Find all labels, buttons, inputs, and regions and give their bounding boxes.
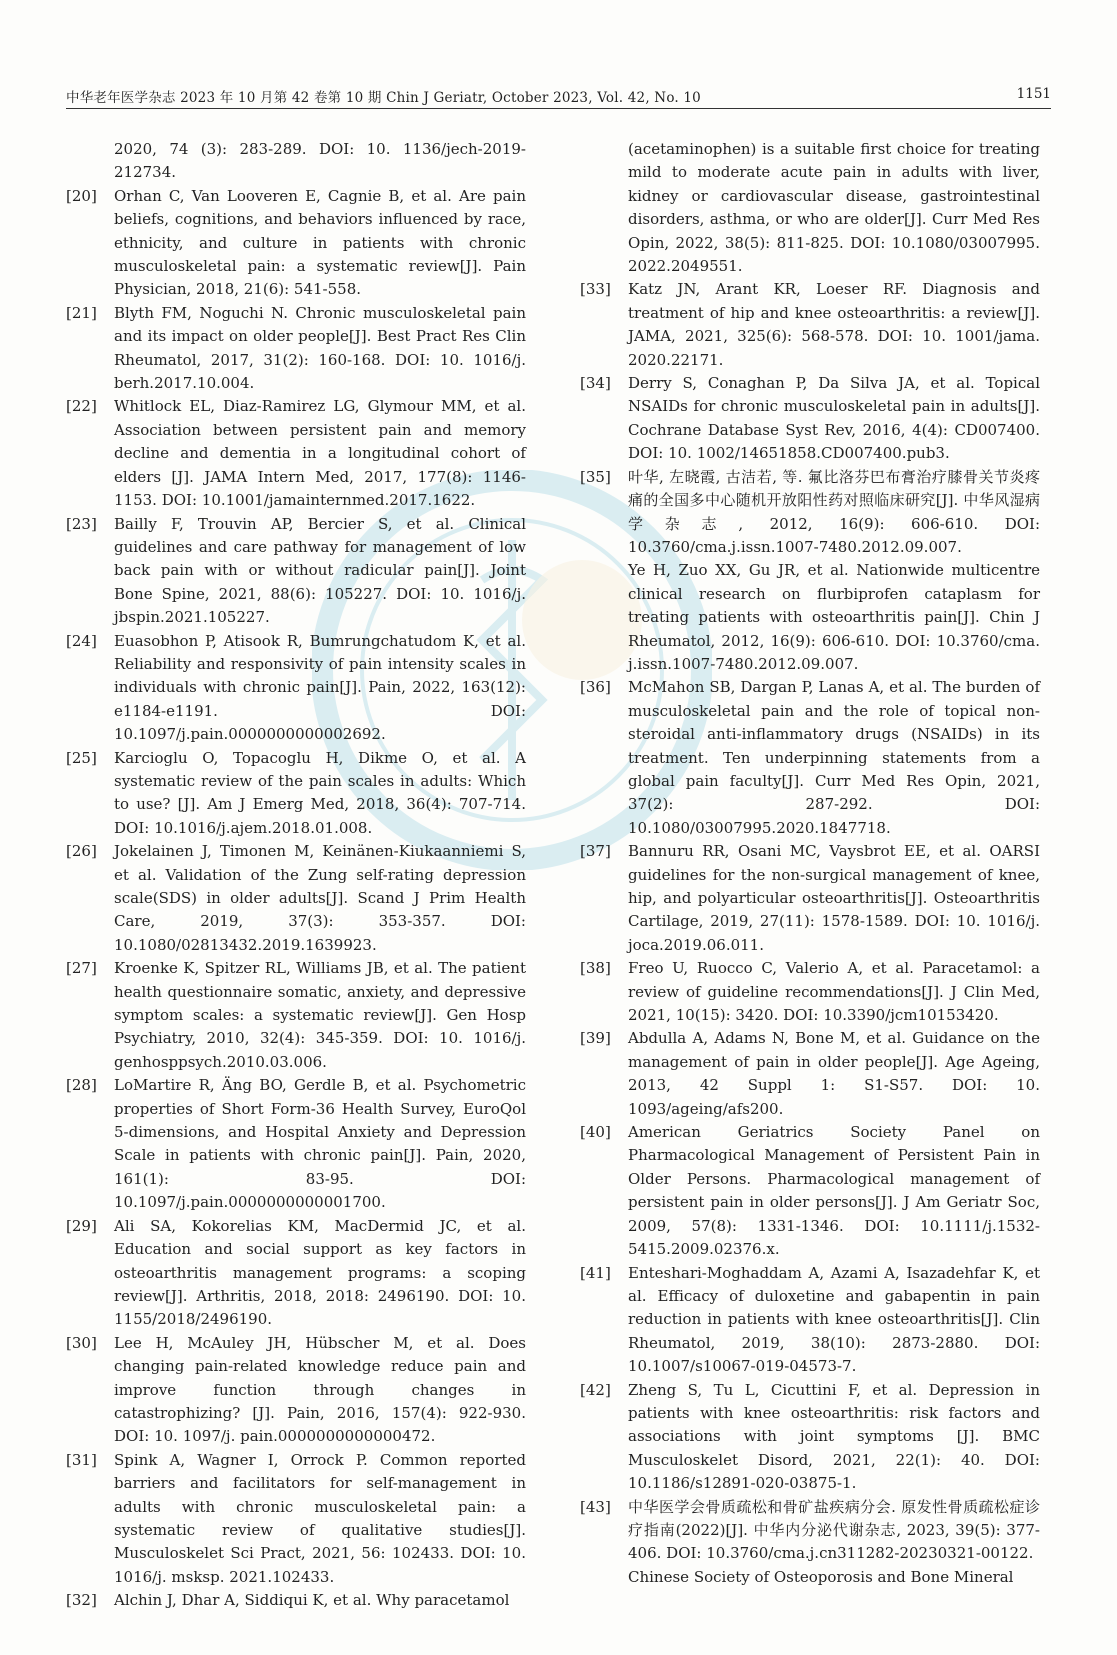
reference-item	[66, 1589, 526, 1612]
reference-item	[580, 957, 1040, 1027]
reference-number: [34]	[580, 374, 611, 393]
reference-number: [29]	[66, 1216, 97, 1235]
reference-text: Lee H, McAuley JH, Hübscher M, et al. Does changing pain-related knowledge reduce pain and improve function through changes in catastrophizing? [J]. Pain, 2016, 157(4): 922-930. DOI: 10. 1097/j. pain.0000000000000472.	[114, 1333, 526, 1446]
reference-item	[66, 513, 526, 630]
reference-item	[580, 676, 1040, 840]
reference-number: [24]	[66, 631, 97, 650]
reference-text: Ali SA, Kokorelias KM, MacDermid JC, et al. Education and social support as key factors in osteoarthritis management programs: a scoping review[J]. Arthritis, 2018, 2018: 2496190. DOI: 10. 1155/2018/2496190.	[114, 1216, 526, 1329]
reference-text: Alchin J, Dhar A, Siddiqui K, et al. Why paracetamol	[114, 1591, 510, 1610]
running-header	[66, 86, 1051, 109]
reference-text: Whitlock EL, Diaz-Ramirez LG, Glymour MM, et al. Association between persistent pain and memory decline and dementia in a longitudinal cohort of elders [J]. JAMA Intern Med, 2017, 177(8): 1146-1153. DOI: 10.1001/jamainternmed.2017.1622.	[114, 397, 526, 510]
reference-number: [31]	[66, 1450, 97, 1469]
references-left-column	[66, 138, 526, 1613]
reference-text: Zheng S, Tu L, Cicuttini F, et al. Depression in patients with knee osteoarthritis: risk factors and associations with joint symptoms [J]. BMC Musculoskelet Disord, 2021, 22(1): 40. DOI: 10.1186/s12891-020-03875-1.	[628, 1380, 1040, 1493]
reference-number: [30]	[66, 1333, 97, 1352]
reference-item	[580, 466, 1040, 677]
reference-item	[580, 1262, 1040, 1379]
continued-reference: 2020, 74 (3): 283-289. DOI: 10. 1136/jech-2019-212734.	[114, 140, 526, 182]
reference-text: Freo U, Ruocco C, Valerio A, et al. Paracetamol: a review of guideline recommendations[J]. J Clin Med, 2021, 10(15): 3420. DOI: 10.3390/jcm10153420.	[628, 959, 1040, 1025]
reference-number: [38]	[580, 959, 611, 978]
reference-number: [41]	[580, 1263, 611, 1282]
reference-item	[580, 1496, 1040, 1590]
reference-number: [21]	[66, 303, 97, 322]
reference-item	[66, 302, 526, 396]
reference-item	[66, 630, 526, 747]
reference-number: [33]	[580, 280, 611, 299]
reference-text: Bailly F, Trouvin AP, Bercier S, et al. Clinical guidelines and care pathway for management of low back pain with or without radicular pain[J]. Joint Bone Spine, 2021, 88(6): 105227. DOI: 10. 1016/j. jbspin.2021.105227.	[114, 514, 526, 627]
reference-item	[580, 840, 1040, 957]
reference-number: [40]	[580, 1123, 611, 1142]
journal-citation-header: 中华老年医学杂志 2023 年 10 月第 42 卷第 10 期 Chin J Geriatr, October 2023, Vol. 42, No. 10	[66, 90, 701, 106]
reference-text: Jokelainen J, Timonen M, Keinänen-Kiukaanniemi S, et al. Validation of the Zung self-rating depression scale(SDS) in older adults[J]. Scand J Prim Health Care, 2019, 37(3): 353-357. DOI: 10.1080/02813432.2019.1639923.	[114, 842, 526, 954]
reference-number: [26]	[66, 842, 97, 861]
reference-text: Blyth FM, Noguchi N. Chronic musculoskeletal pain and its impact on older people[J]. Best Pract Res Clin Rheumatol, 2017, 31(2): 160-168. DOI: 10. 1016/j. berh.2017.10.004.	[114, 303, 526, 393]
reference-text: Kroenke K, Spitzer RL, Williams JB, et al. The patient health questionnaire somatic, anxiety, and depressive symptom scales: a systematic review[J]. Gen Hosp Psychiatry, 2010, 32(4): 345-359. DOI: 10. 1016/j. genhosppsych.2010.03.006.	[114, 959, 526, 1071]
reference-number: [23]	[66, 514, 97, 533]
reference-text: Orhan C, Van Looveren E, Cagnie B, et al. Are pain beliefs, cognitions, and behaviors influenced by race, ethnicity, and culture in patients with chronic musculoskeletal pain: a systematic review[J]. Pain Physician, 2018, 21(6): 541-558.	[114, 186, 526, 299]
reference-text: Abdulla A, Adams N, Bone M, et al. Guidance on the management of pain in older people[J]. Age Ageing, 2013, 42 Suppl 1: S1-S57. DOI: 10. 1093/ageing/afs200.	[628, 1029, 1040, 1118]
reference-text: Euasobhon P, Atisook R, Bumrungchatudom K, et al. Reliability and responsivity of pain intensity scales in individuals with chronic pain[J]. Pain, 2022, 163(12): e1184-e1191. DOI: 10.1097/j.pain.0000000000002692.	[114, 631, 526, 744]
reference-number: [35]	[580, 467, 611, 486]
page-number: 1151	[1016, 86, 1051, 102]
reference-item	[66, 185, 526, 302]
reference-item	[66, 395, 526, 512]
reference-item	[580, 278, 1040, 372]
reference-number: [22]	[66, 397, 97, 416]
reference-item	[66, 747, 526, 841]
reference-number: [20]	[66, 186, 97, 205]
reference-item	[66, 1215, 526, 1332]
reference-number: [27]	[66, 959, 97, 978]
reference-item	[580, 1027, 1040, 1121]
reference-number: [25]	[66, 748, 97, 767]
reference-text: McMahon SB, Dargan P, Lanas A, et al. The burden of musculoskeletal pain and the role of topical non-steroidal anti-inflammatory drugs (NSAIDs) in its treatment. Ten underpinning statements from a global pain faculty[J]. Curr Med Res Opin, 2021, 37(2): 287-292. DOI: 10.1080/03007995.2020.1847718.	[628, 678, 1040, 837]
reference-number: [42]	[580, 1380, 611, 1399]
reference-text: Derry S, Conaghan P, Da Silva JA, et al. Topical NSAIDs for chronic musculoskeletal pain in adults[J]. Cochrane Database Syst Rev, 2016, 4(4): CD007400. DOI: 10. 1002/14651858.CD007400.pub3.	[628, 374, 1040, 463]
continued-reference: (acetaminophen) is a suitable first choice for treating mild to moderate acute pain in adults with liver, kidney or cardiovascular disease, gastrointestinal disorders, asthma, or who are older[J]. Curr Med Res Opin, 2022, 38(5): 811-825. DOI: 10.1080/03007995. 2022.2049551.	[628, 140, 1040, 276]
reference-number: [43]	[580, 1497, 611, 1516]
reference-text: LoMartire R, Äng BO, Gerdle B, et al. Psychometric properties of Short Form-36 Health Survey, EuroQol 5-dimensions, and Hospital Anxiety and Depression Scale in patients with chronic pain[J]. Pain, 2020, 161(1): 83-95. DOI: 10.1097/j.pain.0000000000001700.	[114, 1076, 526, 1212]
reference-text: 中华医学会骨质疏松和骨矿盐疾病分会. 原发性骨质疏松症诊疗指南(2022)[J]. 中华内分泌代谢杂志, 2023, 39(5): 377-406. DOI: 10.3760/cma.j.cn311282-20230321-00122.	[628, 1497, 1040, 1563]
reference-item	[580, 1379, 1040, 1496]
reference-text: American Geriatrics Society Panel on Pharmacological Management of Persistent Pain in Older Persons. Pharmacological management of persistent pain in older persons[J]. J Am Geriatr Soc, 2009, 57(8): 1331-1346. DOI: 10.1111/j.1532-5415.2009.02376.x.	[628, 1123, 1040, 1259]
reference-item	[66, 840, 526, 957]
reference-text: Karcioglu O, Topacoglu H, Dikme O, et al. A systematic review of the pain scales in adults: Which to use? [J]. Am J Emerg Med, 2018, 36(4): 707-714. DOI: 10.1016/j.ajem.2018.01.008.	[114, 748, 526, 837]
reference-text: Bannuru RR, Osani MC, Vaysbrot EE, et al. OARSI guidelines for the non-surgical management of knee, hip, and polyarticular osteoarthritis[J]. Osteoarthritis Cartilage, 2019, 27(11): 1578-1589. DOI: 10. 1016/j. joca.2019.06.011.	[628, 842, 1040, 954]
reference-number: [36]	[580, 678, 611, 697]
reference-number: [39]	[580, 1029, 611, 1048]
reference-english-translation: Ye H, Zuo XX, Gu JR, et al. Nationwide multicentre clinical research on flurbiprofen cataplasm for treating patients with osteoarthritis pain[J]. Chin J Rheumatol, 2012, 16(9): 606-610. DOI: 10.3760/cma. j.issn.1007-7480.2012.09.007.	[628, 561, 1040, 673]
reference-english-translation: Chinese Society of Osteoporosis and Bone Mineral	[628, 1567, 1014, 1586]
reference-item	[580, 372, 1040, 466]
reference-item	[580, 1121, 1040, 1261]
reference-item	[66, 1332, 526, 1449]
reference-item	[66, 1074, 526, 1214]
reference-text: Enteshari-Moghaddam A, Azami A, Isazadehfar K, et al. Efficacy of duloxetine and gabapentin in pain reduction in patients with knee osteoarthritis[J]. Clin Rheumatol, 2019, 38(10): 2873-2880. DOI: 10.1007/s10067-019-04573-7.	[628, 1263, 1040, 1376]
reference-number: [32]	[66, 1591, 97, 1610]
reference-item	[66, 957, 526, 1074]
reference-text: 叶华, 左晓霞, 古洁若, 等. 氟比洛芬巴布膏治疗膝骨关节炎疼痛的全国多中心随机开放阳性药对照临床研究[J]. 中华风湿病学杂志, 2012, 16(9): 606-610. DOI: 10.3760/cma.j.issn.1007-7480.2012.09.007.	[628, 467, 1040, 556]
reference-text: Katz JN, Arant KR, Loeser RF. Diagnosis and treatment of hip and knee osteoarthritis: a review[J]. JAMA, 2021, 325(6): 568-578. DOI: 10. 1001/jama. 2020.22171.	[628, 280, 1040, 369]
reference-number: [37]	[580, 842, 611, 861]
reference-item	[66, 1449, 526, 1589]
reference-text: Spink A, Wagner I, Orrock P. Common reported barriers and facilitators for self-management in adults with chronic musculoskeletal pain: a systematic review of qualitative studies[J]. Musculoskelet Sci Pract, 2021, 56: 102433. DOI: 10. 1016/j. msksp. 2021.102433.	[114, 1450, 526, 1586]
reference-number: [28]	[66, 1076, 97, 1095]
references-right-column	[580, 138, 1040, 1589]
